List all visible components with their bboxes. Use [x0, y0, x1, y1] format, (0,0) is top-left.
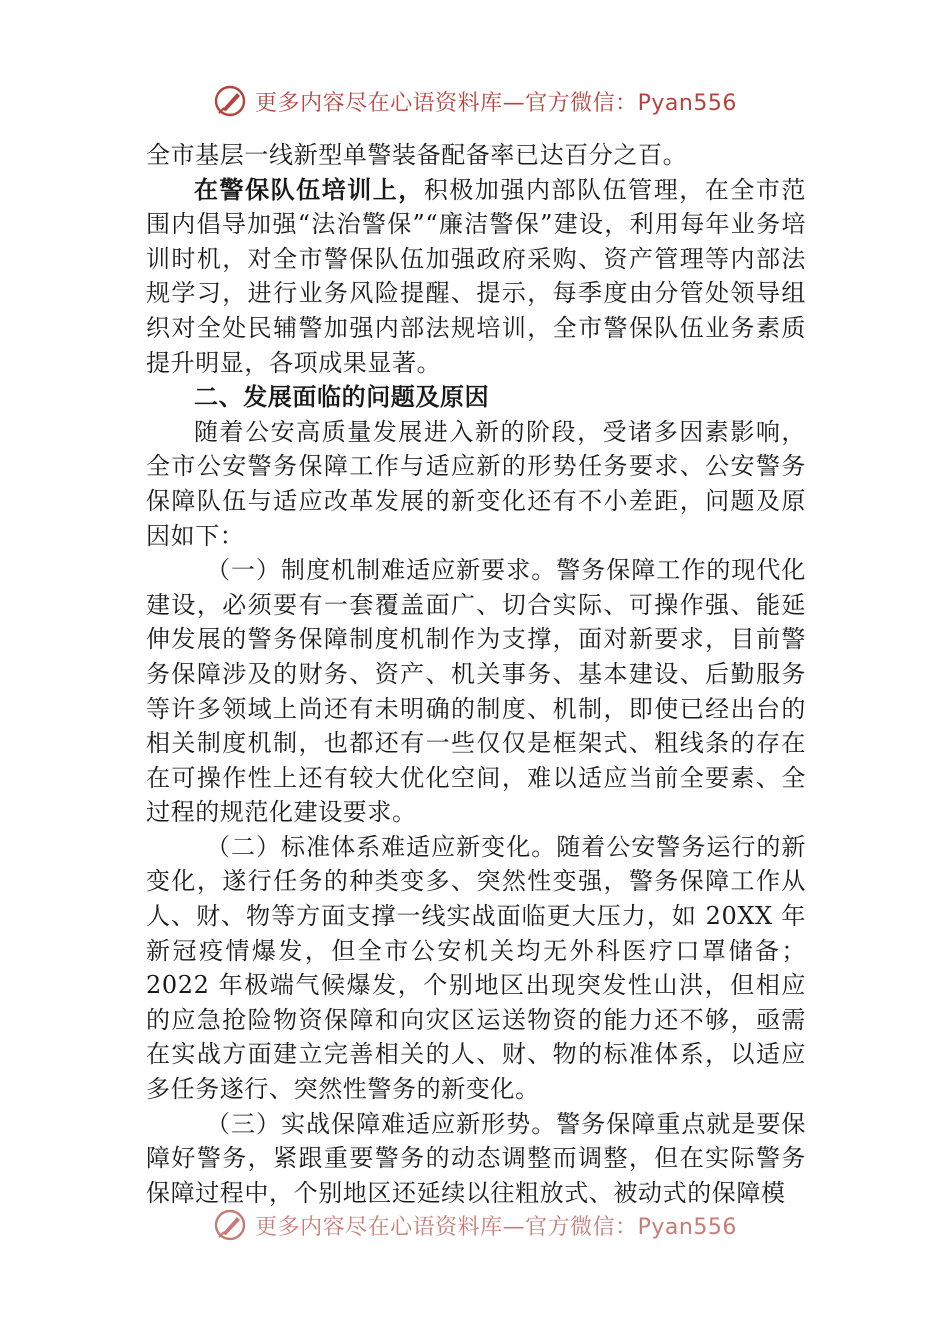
paragraph-1: 全市基层一线新型单警装备配备率已达百分之百。: [146, 141, 688, 169]
paragraph-6: （三）实战保障难适应新形势。警务保障重点就是要保障好警务，紧跟重要警务的动态调整而调整，但在实际警务保障过程中，个别地区还延续以往粗放式、被动式的保障模: [146, 1109, 806, 1207]
quill-logo-icon: [213, 84, 247, 118]
header-banner: [0, 84, 950, 118]
header-banner-text: 更多内容尽在心语资料库—官方微信：Pyan556: [255, 90, 737, 116]
quill-logo-icon: [213, 1208, 247, 1242]
footer-banner-text: 更多内容尽在心语资料库—官方微信：Pyan556: [255, 1214, 737, 1240]
paragraph-4: （一）制度机制难适应新要求。警务保障工作的现代化建设，必须要有一套覆盖面广、切合实际、可操作强、能延伸发展的警务保障制度机制作为支撑，面对新要求，目前警务保障涉及的财务、资产、机关事务、基本建设、后勤服务等许多领域上尚还有未明确的制度、机制，即使已经出台的相关制度机制，也都还有一些仅仅是框架式、粗线条的存在在可操作性上还有较大优化空间，难以适应当前全要素、全过程的规范化建设要求。: [146, 556, 806, 827]
section-heading-2: 二、发展面临的问题及原因: [194, 383, 490, 412]
paragraph-3: 随着公安高质量发展进入新的阶段，受诸多因素影响，全市公安警务保障工作与适应新的形势任务要求、公安警务保障队伍与适应改革发展的新变化还有不小差距，问题及原因如下：: [146, 417, 806, 550]
paragraph-5: （二）标准体系难适应新变化。随着公安警务运行的新变化，遂行任务的种类变多、突然性变强，警务保障工作从人、财、物等方面支撑一线实战面临更大压力，如 20XX 年新冠疫情爆发，但全市公安机关均无外科医疗口罩储备；2022 年极端气候爆发，个别地区出现突发性山洪，但相应的应急抢险物资保障和向灾区运送物资的能力还不够，亟需在实战方面建立完善相关的人、财、物的标准体系，以适应多任务遂行、突然性警务的新变化。: [146, 832, 806, 1104]
paragraph-2-text: 积极加强内部队伍管理，在全市范围内倡导加强“法治警保”“廉洁警保”建设，利用每年业务培训时机，对全市警保队伍加强政府采购、资产管理等内部法规学习，进行业务风险提醒、提示，每季度由分管处领导组织对全处民辅警加强内部法规培训，全市警保队伍业务素质提升明显，各项成果显著。: [146, 175, 807, 377]
document-body: [146, 138, 806, 1210]
paragraph-2: [146, 173, 806, 381]
footer-banner: [0, 1208, 950, 1242]
paragraph-2-lead: 在警保队伍培训上，: [194, 174, 424, 204]
